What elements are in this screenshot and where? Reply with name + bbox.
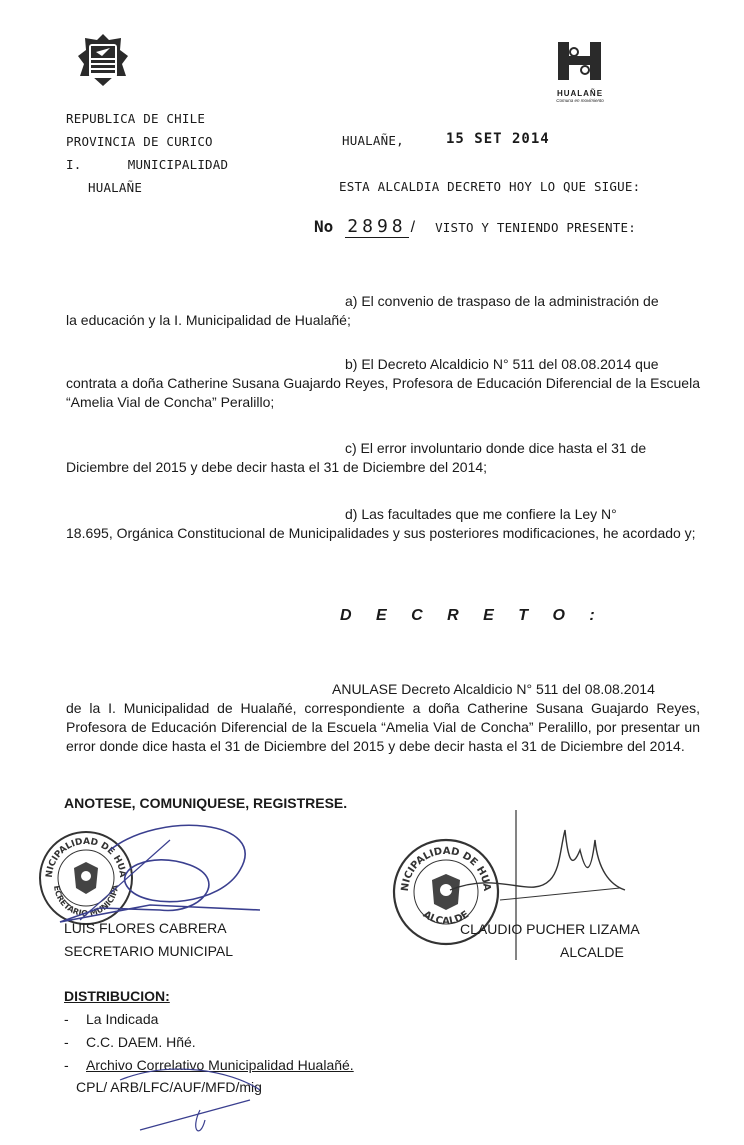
logo-name: HUALAÑE [556, 89, 604, 98]
considerando-c-first: c) El error involuntario donde dice hasta el 31 de [345, 440, 647, 456]
secretario-title: SECRETARIO MUNICIPAL [64, 943, 234, 959]
coat-of-arms-icon [76, 32, 130, 88]
left-stamp-bottom-text: ECRETARIO MUNICIPA [51, 884, 121, 919]
header-republica: REPUBLICA DE CHILE [66, 111, 206, 126]
hualane-logo [552, 40, 608, 102]
considerando-a-rest: la educación y la I. Municipalidad de Hualañé; [66, 312, 351, 328]
decreto-title: D E C R E T O : [340, 607, 605, 624]
header-hualane: HUALAÑE [88, 180, 143, 195]
logo-tagline: Comuna en movimiento [556, 98, 604, 103]
alcalde-block [460, 918, 640, 964]
alcalde-title: ALCALDE [560, 944, 624, 960]
list-item: - Archivo Correlativo Municipalidad Hualañé. [64, 1057, 354, 1073]
secretario-name: LUIS FLORES CABRERA [64, 920, 227, 936]
considerando-c [66, 439, 700, 477]
considerando-b-first: b) El Decreto Alcaldicio N° 511 del 08.08.2014 que [345, 356, 659, 372]
header-place: HUALAÑE, [342, 133, 404, 148]
alcalde-name: CLAUDIO PUCHER LIZAMA [460, 921, 640, 937]
decreto-body-rest: de la I. Municipalidad de Hualañé, correspondiente a doña Catherine Susana Guajardo Reyes, Profesora de Educación Diferencial de la Escuela “Amelia Vial de Concha” Peralillo, por presentar un error donde dice hasta el 31 de Diciembre del 2015 y debe decir hasta el 31 de Diciembre del 2014. [66, 700, 700, 754]
distribucion-title: DISTRIBUCION: [64, 988, 170, 1004]
considerando-c-rest: Diciembre del 2015 y debe decir hasta el 31 de Diciembre del 2014; [66, 459, 488, 475]
decreto-body [66, 680, 700, 756]
list-item: - C.C. DAEM. Hñé. [64, 1034, 196, 1050]
considerando-d-rest: 18.695, Orgánica Constitucional de Municipalidades y sus posteriores modificaciones, he acordado y; [66, 525, 696, 541]
secretario-block [64, 917, 233, 963]
header-municipalidad: I. MUNICIPALIDAD [66, 157, 229, 172]
distribucion-initials: CPL/ ARB/LFC/AUF/MFD/mig [76, 1079, 262, 1095]
list-item: - La Indicada [64, 1011, 159, 1027]
considerando-b-rest: contrata a doña Catherine Susana Guajardo Reyes, Profesora de Educación Diferencial de la Escuela “Amelia Vial de Concha” Peralillo; [66, 375, 700, 410]
right-stamp-top-text: NICIPALIDAD DE HUA [399, 845, 493, 892]
considerando-d [66, 505, 700, 543]
decreto-body-first: ANULASE Decreto Alcaldicio N° 511 del 08.08.2014 [332, 681, 655, 697]
considerando-b [66, 355, 700, 412]
number-prefix: No [314, 217, 334, 236]
right-stamp-bottom-text: ALCALDE [420, 909, 472, 928]
header-provincia: PROVINCIA DE CURICO [66, 134, 213, 149]
alcaldia-line: ESTA ALCALDIA DECRETO HOY LO QUE SIGUE: [339, 179, 641, 194]
hualane-h-icon [552, 40, 608, 82]
decree-number: 2898 [347, 216, 407, 237]
visto-line: VISTO Y TENIENDO PRESENTE: [435, 220, 636, 235]
closing-line: ANOTESE, COMUNIQUESE, REGISTRESE. [64, 795, 348, 811]
considerando-d-first: d) Las facultades que me confiere la Ley N° [345, 506, 617, 522]
number-slash: / [410, 219, 416, 236]
considerando-a-first: a) El convenio de traspaso de la administración de [345, 293, 659, 309]
initials-scribble [110, 1050, 310, 1140]
left-stamp-top-text: NICIPALIDAD DE HUA [44, 836, 128, 879]
decree-number-line [314, 216, 636, 238]
date-stamp: 15 SET 2014 [446, 131, 550, 147]
header-left-block [66, 107, 228, 199]
considerando-a [66, 292, 700, 330]
